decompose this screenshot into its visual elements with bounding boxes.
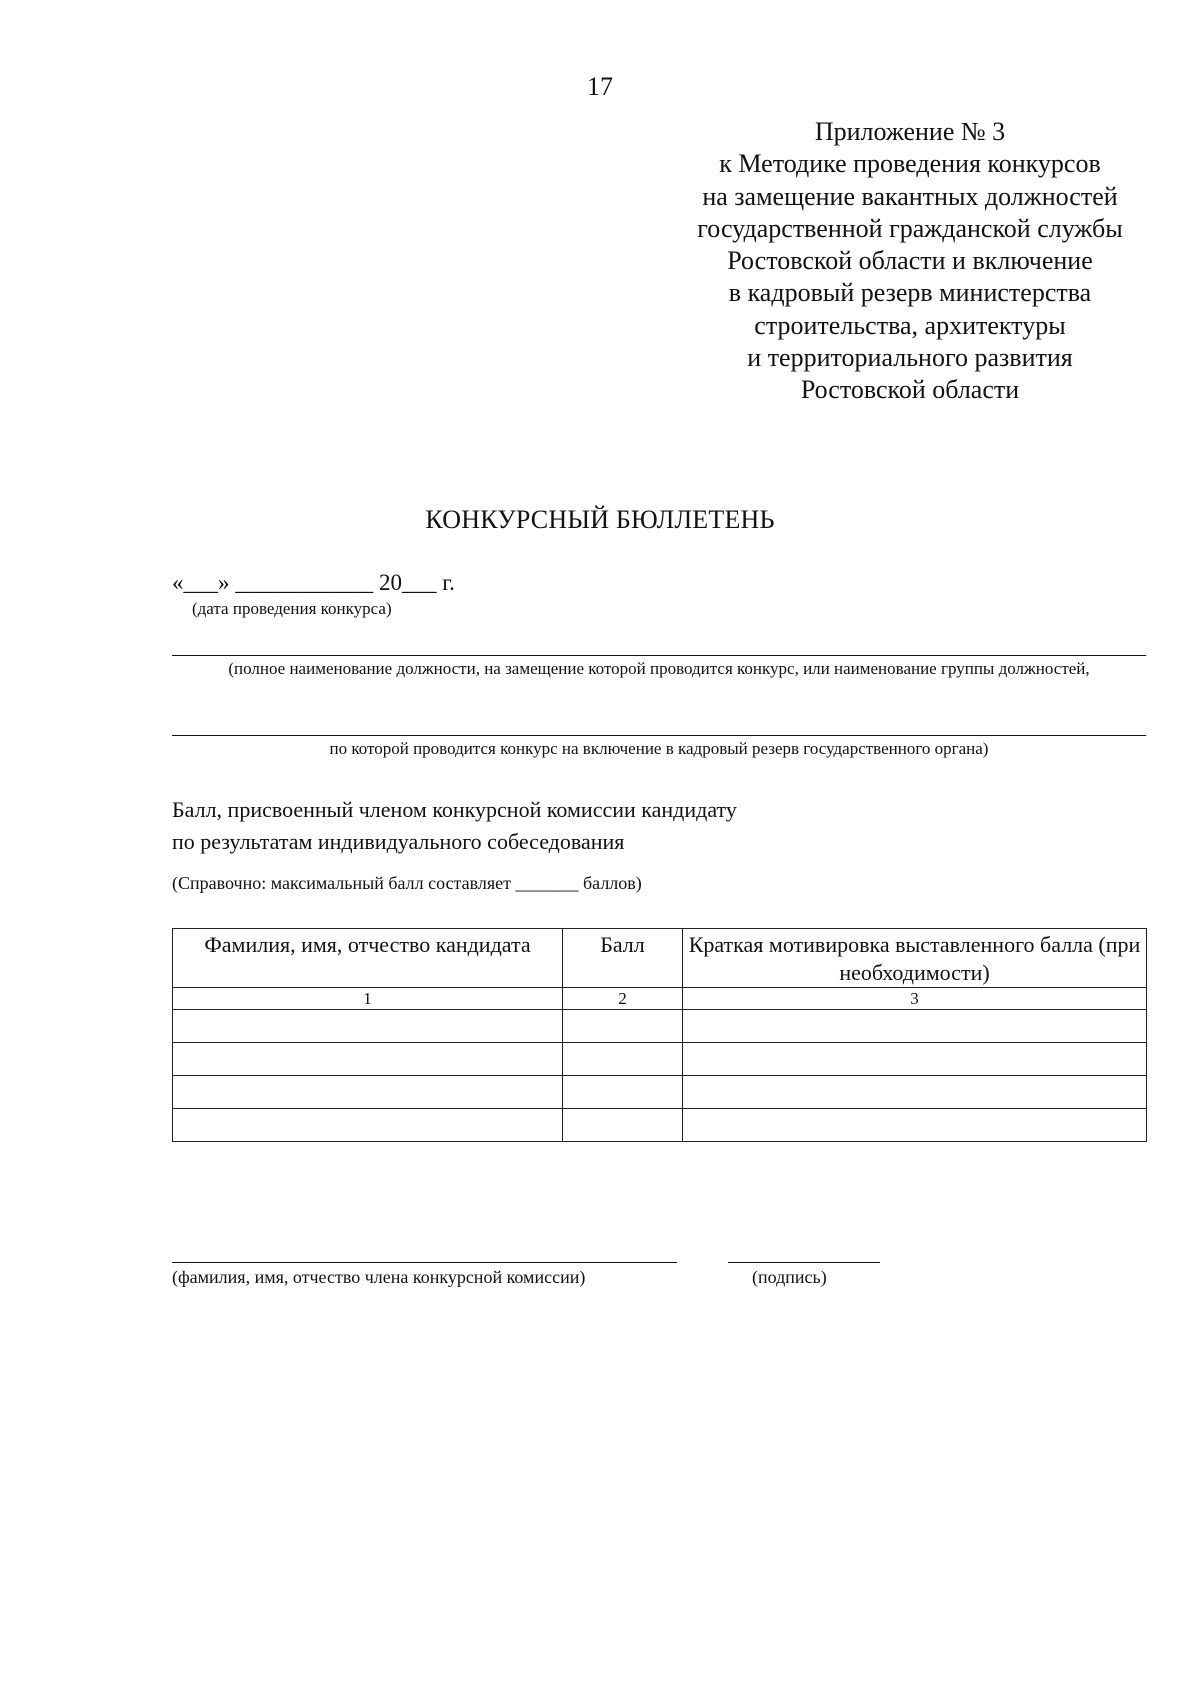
candidate-cell[interactable] [173, 1010, 563, 1043]
page-number: 17 [587, 72, 613, 101]
column-header-score: Балл [563, 929, 683, 988]
ballot-table [172, 928, 1147, 1142]
appendix-line: к Методике проведения конкурсов [719, 149, 1101, 179]
appendix-line: строительства, архитектуры [754, 310, 1066, 340]
motivation-cell[interactable] [683, 1109, 1147, 1142]
score-heading-line: Балл, присвоенный членом конкурсной комиссии кандидату [172, 797, 737, 822]
column-number: 2 [563, 988, 683, 1010]
table-row [173, 1010, 1147, 1043]
reference-note: (Справочно: максимальный балл составляет _______ баллов) [172, 873, 642, 893]
table-header-row [173, 929, 1147, 988]
appendix-header [660, 116, 1160, 407]
signature-caption: (подпись) [752, 1267, 827, 1287]
score-heading [172, 794, 737, 858]
appendix-line: и территориального развития [747, 343, 1073, 373]
table-row [173, 1076, 1147, 1109]
appendix-line: Приложение № 3 [814, 117, 1006, 146]
column-number: 3 [683, 988, 1147, 1010]
date-caption: (дата проведения конкурса) [192, 599, 392, 618]
score-cell[interactable] [563, 1076, 683, 1109]
appendix-line: государственной гражданской службы [697, 213, 1123, 243]
candidate-cell[interactable] [173, 1043, 563, 1076]
column-number: 1 [173, 988, 563, 1010]
appendix-line: в кадровый резерв министерства [728, 278, 1092, 308]
column-number-row [173, 988, 1147, 1010]
member-name-line [172, 1262, 677, 1263]
score-cell[interactable] [563, 1043, 683, 1076]
position-caption: (полное наименование должности, на замещение которой проводится конкурс, или наименование группы должностей, [228, 659, 1090, 678]
signature-line [728, 1262, 880, 1263]
appendix-line: Ростовской области и включение [727, 246, 1093, 276]
member-name-caption: (фамилия, имя, отчество члена конкурсной комиссии) [172, 1267, 586, 1287]
column-header-candidate: Фамилия, имя, отчество кандидата [173, 929, 563, 988]
position-group-line [172, 735, 1146, 736]
document-title: КОНКУРСНЫЙ БЮЛЛЕТЕНЬ [425, 505, 775, 534]
table-row [173, 1043, 1147, 1076]
motivation-cell[interactable] [683, 1076, 1147, 1109]
candidate-cell[interactable] [173, 1109, 563, 1142]
candidate-cell[interactable] [173, 1076, 563, 1109]
score-cell[interactable] [563, 1109, 683, 1142]
appendix-line: Ростовской области [800, 375, 1020, 405]
position-name-line [172, 655, 1146, 656]
position-group-caption: по которой проводится конкурс на включение в кадровый резерв государственного органа) [329, 739, 989, 758]
column-header-motivation: Краткая мотивировка выставленного балла (при необходимости) [683, 929, 1147, 988]
motivation-cell[interactable] [683, 1010, 1147, 1043]
score-cell[interactable] [563, 1010, 683, 1043]
date-field: «___» ____________ 20___ г. [172, 570, 455, 595]
score-heading-line: по результатам индивидуального собеседования [172, 829, 625, 854]
motivation-cell[interactable] [683, 1043, 1147, 1076]
appendix-line: на замещение вакантных должностей [702, 181, 1118, 211]
table-row [173, 1109, 1147, 1142]
